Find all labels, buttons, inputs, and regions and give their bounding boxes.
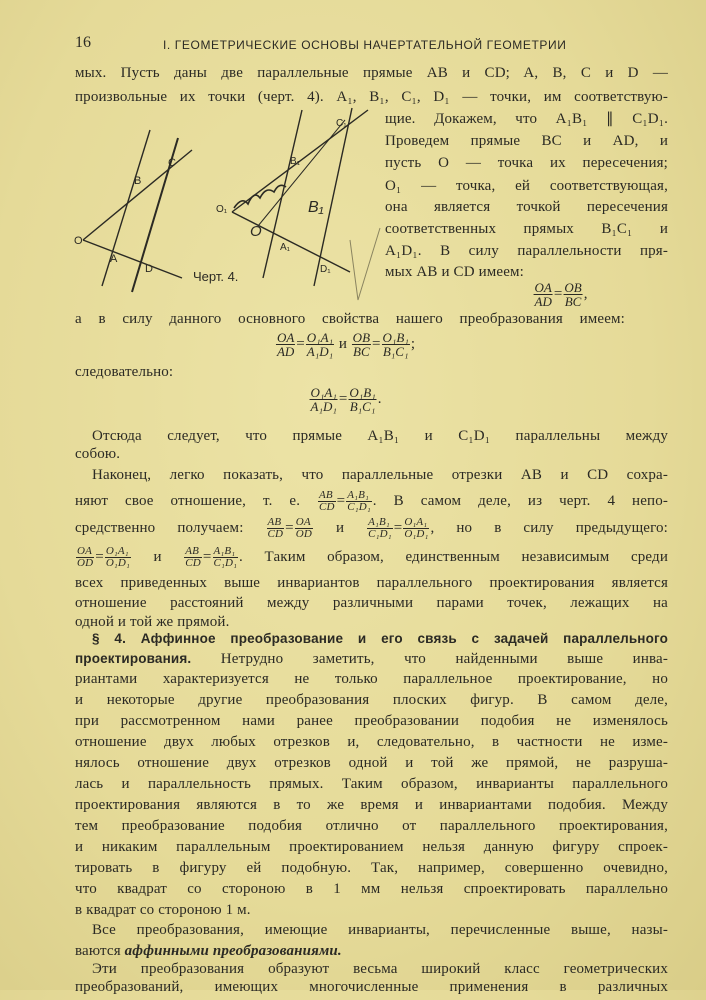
bold-heading-text: проектирования. <box>75 651 192 666</box>
text-run: отношение расстояний между различными парами точек, лежащих на <box>75 595 668 611</box>
text-run: пусть O — точка их пересечения; <box>385 155 668 171</box>
text-line <box>75 445 668 467</box>
text-line <box>75 650 668 672</box>
text-line <box>75 546 668 568</box>
text-run: риантами характеризуется не только параллельное проектирование, но <box>75 671 668 687</box>
text-line <box>385 198 668 220</box>
fraction <box>310 386 338 413</box>
text-line <box>92 630 668 652</box>
text-line <box>75 310 625 332</box>
denominator: CD <box>319 501 335 513</box>
denominator: B₁C₁ <box>382 344 409 359</box>
text-run: , <box>583 285 588 302</box>
fraction <box>276 331 295 358</box>
text-line <box>75 691 668 713</box>
text-line <box>75 901 668 923</box>
denominator: O₁D₁ <box>404 528 429 540</box>
fraction <box>184 546 202 569</box>
label-o1: O₁ <box>216 204 228 215</box>
text-run: = <box>285 519 294 536</box>
text-line <box>92 466 668 488</box>
text-run: Отсюда следует, что прямые A₁B₁ и C₁D₁ параллельны между <box>92 428 668 444</box>
text-line <box>75 775 668 797</box>
numerator: OA <box>534 280 552 295</box>
text-run: = <box>372 335 381 352</box>
numerator: OA <box>76 546 94 558</box>
text-run: она является точкой пересечения <box>385 199 668 215</box>
numerator: O₁A₁ <box>310 385 337 400</box>
text-run: мых. Пусть даны две параллельные прямые AB и CD; A, B, C и D — <box>75 65 668 81</box>
handwritten-label-o: O <box>250 223 262 240</box>
text-run: = <box>336 492 346 509</box>
denominator: B₁C₁ <box>349 399 376 414</box>
text-line <box>75 517 668 539</box>
text-run: одной и той же прямой. <box>75 614 230 630</box>
fraction <box>563 281 582 308</box>
text-line <box>75 88 668 110</box>
text-run: , но в силу предыдущего: <box>430 519 668 536</box>
text-run: тем преобразование подобия отлично от параллельного проектирования, <box>75 818 668 834</box>
text-line <box>75 817 668 839</box>
text-line <box>92 921 668 943</box>
text-line <box>385 177 668 199</box>
denominator: BC <box>564 294 582 309</box>
line-od <box>83 240 182 278</box>
text-run: няют свое отношение, т. е. <box>75 492 318 509</box>
handwritten-check-mark <box>350 228 380 300</box>
denominator: C₁D₁ <box>347 501 371 513</box>
text-run: в квадрат со стороною 1 м. <box>75 902 251 918</box>
fraction <box>348 386 376 413</box>
label-d: D <box>145 263 153 275</box>
bold-heading-text: § 4. Аффинное преобразование и его связь с задачей параллельного <box>92 631 668 646</box>
fraction <box>352 331 371 358</box>
text-run: и некоторые другие преобразования плоских фигур. В самом деле, <box>75 692 668 708</box>
label-a1: A₁ <box>280 242 291 253</box>
running-title: I. ГЕОМЕТРИЧЕСКИЕ ОСНОВЫ НАЧЕРТАТЕЛЬНОЙ ГЕОМЕТРИИ <box>163 38 567 52</box>
denominator: CD <box>267 528 284 540</box>
text-run: = <box>553 285 563 302</box>
denominator: A₁D₁ <box>306 344 334 359</box>
label-o: O <box>74 235 83 247</box>
text-run: собою. <box>75 446 121 462</box>
page-number: 16 <box>75 34 91 51</box>
text-line <box>75 490 668 512</box>
text-line <box>385 242 668 264</box>
line-o1d1 <box>232 212 350 272</box>
numerator: O₁A₁ <box>403 517 429 529</box>
label-b: B <box>134 175 142 187</box>
denominator: AD <box>534 294 552 309</box>
text-line <box>75 574 668 596</box>
text-run: средственно получаем: <box>75 519 266 536</box>
numerator: AB <box>318 490 336 502</box>
figure-labels <box>74 118 347 275</box>
fraction <box>381 331 409 358</box>
numerator: AB <box>184 546 202 558</box>
text-run: Эти преобразования образуют весьма широкий класс геометрических <box>92 961 668 977</box>
text-run: всех приведенных выше инвариантов параллельного проектирования является <box>75 575 668 591</box>
text-run: отношение двух любых отрезков и, следовательно, в частности не изме- <box>75 734 668 750</box>
numerator: O₁B₁ <box>349 385 376 400</box>
handwritten-label-b1: B₁ <box>308 199 324 216</box>
display-formula <box>533 281 588 308</box>
text-run: Все преобразования, имеющие инварианты, перечисленные выше, назы- <box>92 922 668 938</box>
denominator: OD <box>77 557 94 569</box>
numerator: A₁B₁ <box>213 546 239 558</box>
text-line <box>385 132 668 154</box>
text-line <box>75 670 668 692</box>
denominator: BC <box>353 344 370 359</box>
fraction <box>105 546 131 569</box>
label-c: C <box>168 157 176 169</box>
numerator: A₁B₁ <box>346 490 372 502</box>
fraction <box>403 517 429 540</box>
text-run: что квадрат со стороною в 1 мм нельзя спроектировать параллельно <box>75 881 668 897</box>
numerator: AB <box>267 517 285 529</box>
label-a: A <box>110 253 118 265</box>
numerator: O₁B₁ <box>382 330 409 345</box>
fraction <box>318 490 336 513</box>
figure-caption: Черт. 4. <box>193 269 239 284</box>
numerator: OB <box>564 280 582 295</box>
text-run: . В самом деле, из черт. 4 непо- <box>372 492 668 509</box>
text-run: и никаким параллельным проектированием нельзя данную фигуру спроек- <box>75 839 668 855</box>
text-run: нялось отношение двух отрезков одной и той же прямой, не разруша- <box>75 755 668 771</box>
fraction <box>306 331 334 358</box>
text-run: Наконец, легко показать, что параллельные отрезки AB и CD сохра- <box>92 467 668 483</box>
denominator: CD <box>185 557 201 569</box>
text-line <box>385 154 668 176</box>
denominator: C₁D₁ <box>368 528 392 540</box>
handwritten-line-oc1 <box>258 120 345 226</box>
numerator: OA <box>295 517 313 529</box>
fraction <box>213 546 239 569</box>
fraction <box>346 490 372 513</box>
numerator: O₁A₁ <box>306 330 334 345</box>
fraction <box>367 517 393 540</box>
text-run: = <box>95 548 104 565</box>
text-run: соответственных прямых B₁C₁ и <box>385 221 668 237</box>
numerator: OA <box>276 330 295 345</box>
fraction <box>76 546 94 569</box>
text-run: и <box>313 519 367 536</box>
text-line <box>385 110 668 132</box>
text-run: при рассмотренном нами ранее преобразовании подобия не изменялось <box>75 713 668 729</box>
text-run: = <box>202 548 212 565</box>
text-run: а в силу данного основного свойства нашего преобразования имеем: <box>75 311 625 327</box>
fraction <box>267 517 285 540</box>
text-line <box>75 796 668 818</box>
text-run: A₁D₁. В силу параллельности пря- <box>385 243 668 259</box>
numerator: OB <box>352 330 371 345</box>
text-line <box>75 64 668 86</box>
denominator: A₁D₁ <box>310 399 337 414</box>
text-run: щие. Докажем, что A₁B₁ ∥ C₁D₁. <box>385 111 668 127</box>
text-run: ваются <box>75 943 125 959</box>
text-line <box>75 838 668 860</box>
text-run: O₁ — точка, ей соответствующая, <box>385 178 668 194</box>
text-line <box>75 859 668 881</box>
denominator: C₁D₁ <box>213 557 238 569</box>
right-figure <box>232 108 380 300</box>
label-c1: C₁ <box>336 118 347 129</box>
text-run: и <box>131 548 184 565</box>
label-d1: D₁ <box>320 264 331 275</box>
text-run: следовательно: <box>75 364 174 380</box>
text-run: = <box>296 335 305 352</box>
display-formula <box>309 386 382 413</box>
text-run: тировать в фигуру ей подобную. Так, например, совершенно очевидно, <box>75 860 668 876</box>
text-run: лась и параллельность прямых. Таким образом, инварианты параллельного <box>75 776 668 792</box>
text-line <box>75 978 668 1000</box>
text-line <box>75 880 668 902</box>
fraction <box>295 517 313 540</box>
text-line <box>385 263 668 285</box>
italic-term: аффинными преобразованиями. <box>124 943 342 959</box>
denominator: AD <box>276 344 295 359</box>
text-line <box>75 754 668 776</box>
text-run: . Таким образом, единственным независимым среди <box>239 548 669 565</box>
text-line <box>75 363 668 385</box>
text-line <box>75 712 668 734</box>
text-run: преобразований, имеющих многочисленные применения в различных <box>75 979 668 995</box>
text-run: = <box>338 390 348 407</box>
text-run: ; <box>410 335 416 352</box>
denominator: OD <box>295 528 312 540</box>
text-line <box>75 733 668 755</box>
label-b1: B₁ <box>290 156 301 167</box>
numerator: O₁A₁ <box>105 546 131 558</box>
left-figure <box>83 130 192 292</box>
display-formula <box>275 331 415 358</box>
denominator: O₁D₁ <box>105 557 130 569</box>
text-run: произвольные их точки (черт. 4). A₁, B₁, C₁, D₁ — точки, им соответствую- <box>75 89 668 105</box>
text-run: и <box>335 335 351 352</box>
text-run: мых AB и CD имеем: <box>385 264 524 280</box>
text-run: проектирования являются в то же время и инвариантами подобия. Между <box>75 797 668 813</box>
text-run: Нетрудно заметить, что найденными выше инва- <box>191 651 668 667</box>
text-run: = <box>393 519 403 536</box>
fraction <box>534 281 553 308</box>
text-line <box>385 220 668 242</box>
text-run: Проведем прямые BC и AD, и <box>385 133 668 149</box>
text-run: . <box>377 390 382 407</box>
numerator: A₁B₁ <box>367 517 393 529</box>
